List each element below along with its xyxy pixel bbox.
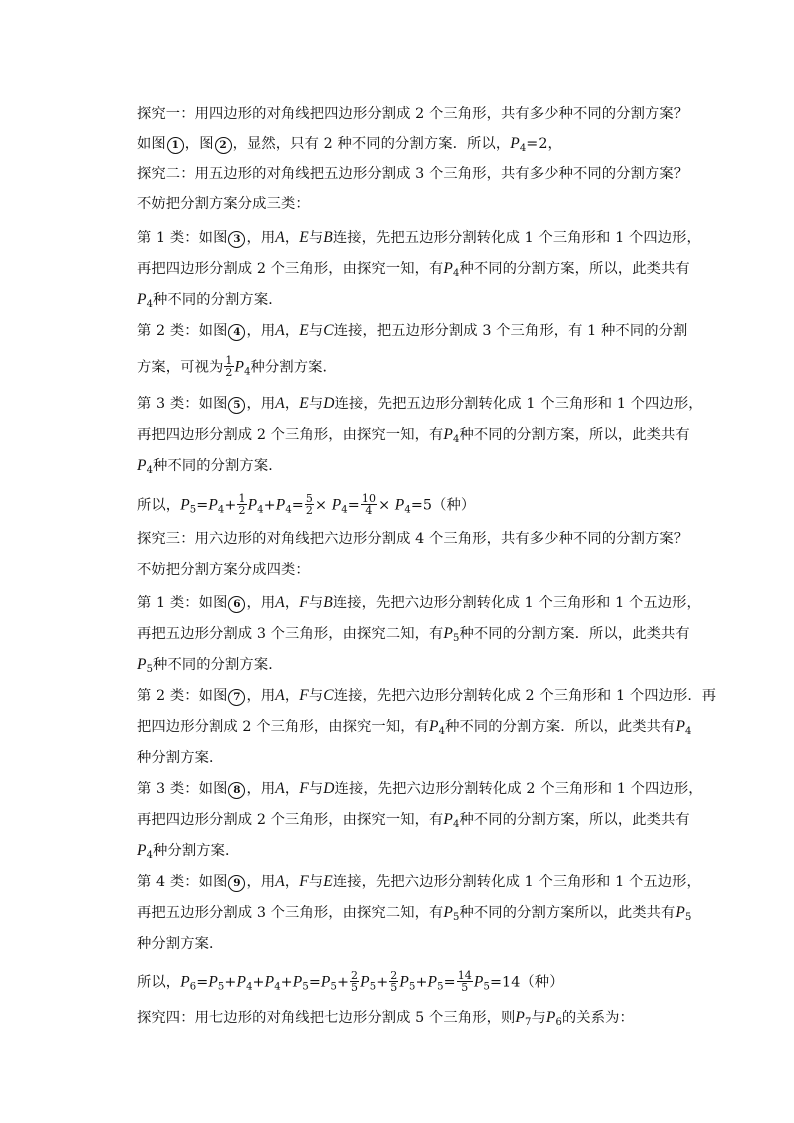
text-line-26: 再把五边形分割成 3 个三角形，由探究二知，有$P_5$种不同的分割方案所以，此类共有$P_5$ bbox=[137, 904, 692, 923]
text-line-21: 种分割方案． bbox=[137, 750, 224, 766]
text-line-6: 再把四边形分割成 2 个三角形，由探究一知，有$P_4$种不同的分割方案，所以，此类共有 bbox=[137, 260, 690, 279]
text-line-20: 把四边形分割成 2 个三角形，由探究一知，有$P_4$种不同的分割方案．所以，此类共有$P_4$ bbox=[137, 718, 692, 737]
figure-3-marker: 3 bbox=[228, 231, 245, 248]
text-line-16: 第 1 类：如图 6 ，用A，F与B连接，先把六边形分割转化成 1 个三角形和 1 个五边形， bbox=[137, 594, 701, 611]
text-line-9: 方案，可视为 $\frac{1}{2}$ $P_4$种分割方案． bbox=[137, 354, 337, 379]
text-line-15: 不妨把分割方案分成四类： bbox=[137, 562, 310, 578]
figure-7-marker: 7 bbox=[228, 689, 245, 706]
text-line-2: 如图 1 ，图 2 ，显然，只有 2 种不同的分割方案．所以，$P_4=2$， bbox=[137, 135, 562, 154]
text-line-13-formula-p5: 所以，$P_5=P_4+$ $\frac{1}{2}$ $P_4+P_4=$ $\frac{5}{2}$ × $P_4=$ $\frac{10}{4}$ × $P_4=5$（种） bbox=[137, 492, 476, 517]
figure-9-marker: 9 bbox=[228, 875, 245, 892]
text-line-19: 第 2 类：如图 7 ，用A，F与C连接，先把六边形分割转化成 2 个三角形和 1 个四边形．再 bbox=[137, 687, 717, 704]
text-line-18: $P_5$种不同的分割方案． bbox=[137, 656, 283, 675]
fraction-half: $\frac{1}{2}$ bbox=[238, 492, 246, 517]
text-line-3: 探究二：用五边形的对角线把五边形分割成 3 个三角形，共有多少种不同的分割方案？ bbox=[137, 166, 689, 182]
text-line-11: 再把四边形分割成 2 个三角形，由探究一知，有$P_4$种不同的分割方案，所以，此类共有 bbox=[137, 426, 690, 445]
text-line-8: 第 2 类：如图 4 ，用A，E与C连接，把五边形分割成 3 个三角形，有 1 种不同的分割 bbox=[137, 322, 688, 339]
text-line-14: 探究三：用六边形的对角线把六边形分割成 4 个三角形，共有多少种不同的分割方案？ bbox=[137, 531, 689, 547]
text-line-23: 再把四边形分割成 2 个三角形，由探究一知，有$P_4$种不同的分割方案，所以，此类共有 bbox=[137, 811, 690, 830]
figure-6-marker: 6 bbox=[228, 596, 245, 613]
text-line-7: $P_4$种不同的分割方案． bbox=[137, 291, 283, 310]
figure-1-marker: 1 bbox=[167, 137, 184, 154]
figure-8-marker: 8 bbox=[228, 782, 245, 799]
fraction-five-halves: $\frac{5}{2}$ bbox=[305, 492, 313, 517]
text-line-24: $P_4$种分割方案． bbox=[137, 842, 240, 861]
text-line-1: 探究一：用四边形的对角线把四边形分割成 2 个三角形，共有多少种不同的分割方案？ bbox=[137, 106, 689, 122]
text-line-12: $P_4$种不同的分割方案． bbox=[137, 457, 283, 476]
text-line-29: 探究四：用七边形的对角线把七边形分割成 5 个三角形，则$P_7$与$P_6$的关系为： bbox=[137, 1009, 634, 1028]
text-line-27: 种分割方案． bbox=[137, 936, 224, 952]
fraction-two-fifths: $\frac{2}{5}$ bbox=[390, 969, 398, 994]
figure-2-marker: 2 bbox=[215, 137, 232, 154]
text-line-10: 第 3 类：如图 5 ，用A，E与D连接，先把五边形分割转化成 1 个三角形和 1 个四边形， bbox=[137, 395, 703, 412]
fraction-ten-quarters: $\frac{10}{4}$ bbox=[361, 492, 377, 517]
fraction-half: $\frac{1}{2}$ bbox=[225, 354, 233, 379]
figure-4-marker: 4 bbox=[228, 324, 245, 341]
text-line-28-formula-p6: 所以，$P_6=P_5+P_4+P_4+P_5=P_5+$ $\frac{2}{5}$ $P_5+$ $\frac{2}{5}$ $P_5+P_5=$ $\frac{14}{5}$ $P_5=14$（种） bbox=[137, 969, 564, 994]
fraction-fourteen-fifths: $\frac{14}{5}$ bbox=[457, 969, 472, 994]
text-line-5: 第 1 类：如图 3 ，用A，E与B连接，先把五边形分割转化成 1 个三角形和 1 个四边形， bbox=[137, 229, 701, 246]
text-line-17: 再把五边形分割成 3 个三角形，由探究二知，有$P_5$种不同的分割方案．所以，此类共有 bbox=[137, 625, 690, 644]
text-line-22: 第 3 类：如图 8 ，用A，F与D连接，先把六边形分割转化成 2 个三角形和 1 个四边形， bbox=[137, 780, 703, 797]
figure-5-marker: 5 bbox=[228, 397, 245, 414]
fraction-two-fifths: $\frac{2}{5}$ bbox=[351, 969, 359, 994]
text-line-25: 第 4 类：如图 9 ，用A，F与E连接，先把六边形分割转化成 1 个三角形和 1 个五边形， bbox=[137, 873, 701, 890]
text-line-4: 不妨把分割方案分成三类： bbox=[137, 196, 310, 212]
